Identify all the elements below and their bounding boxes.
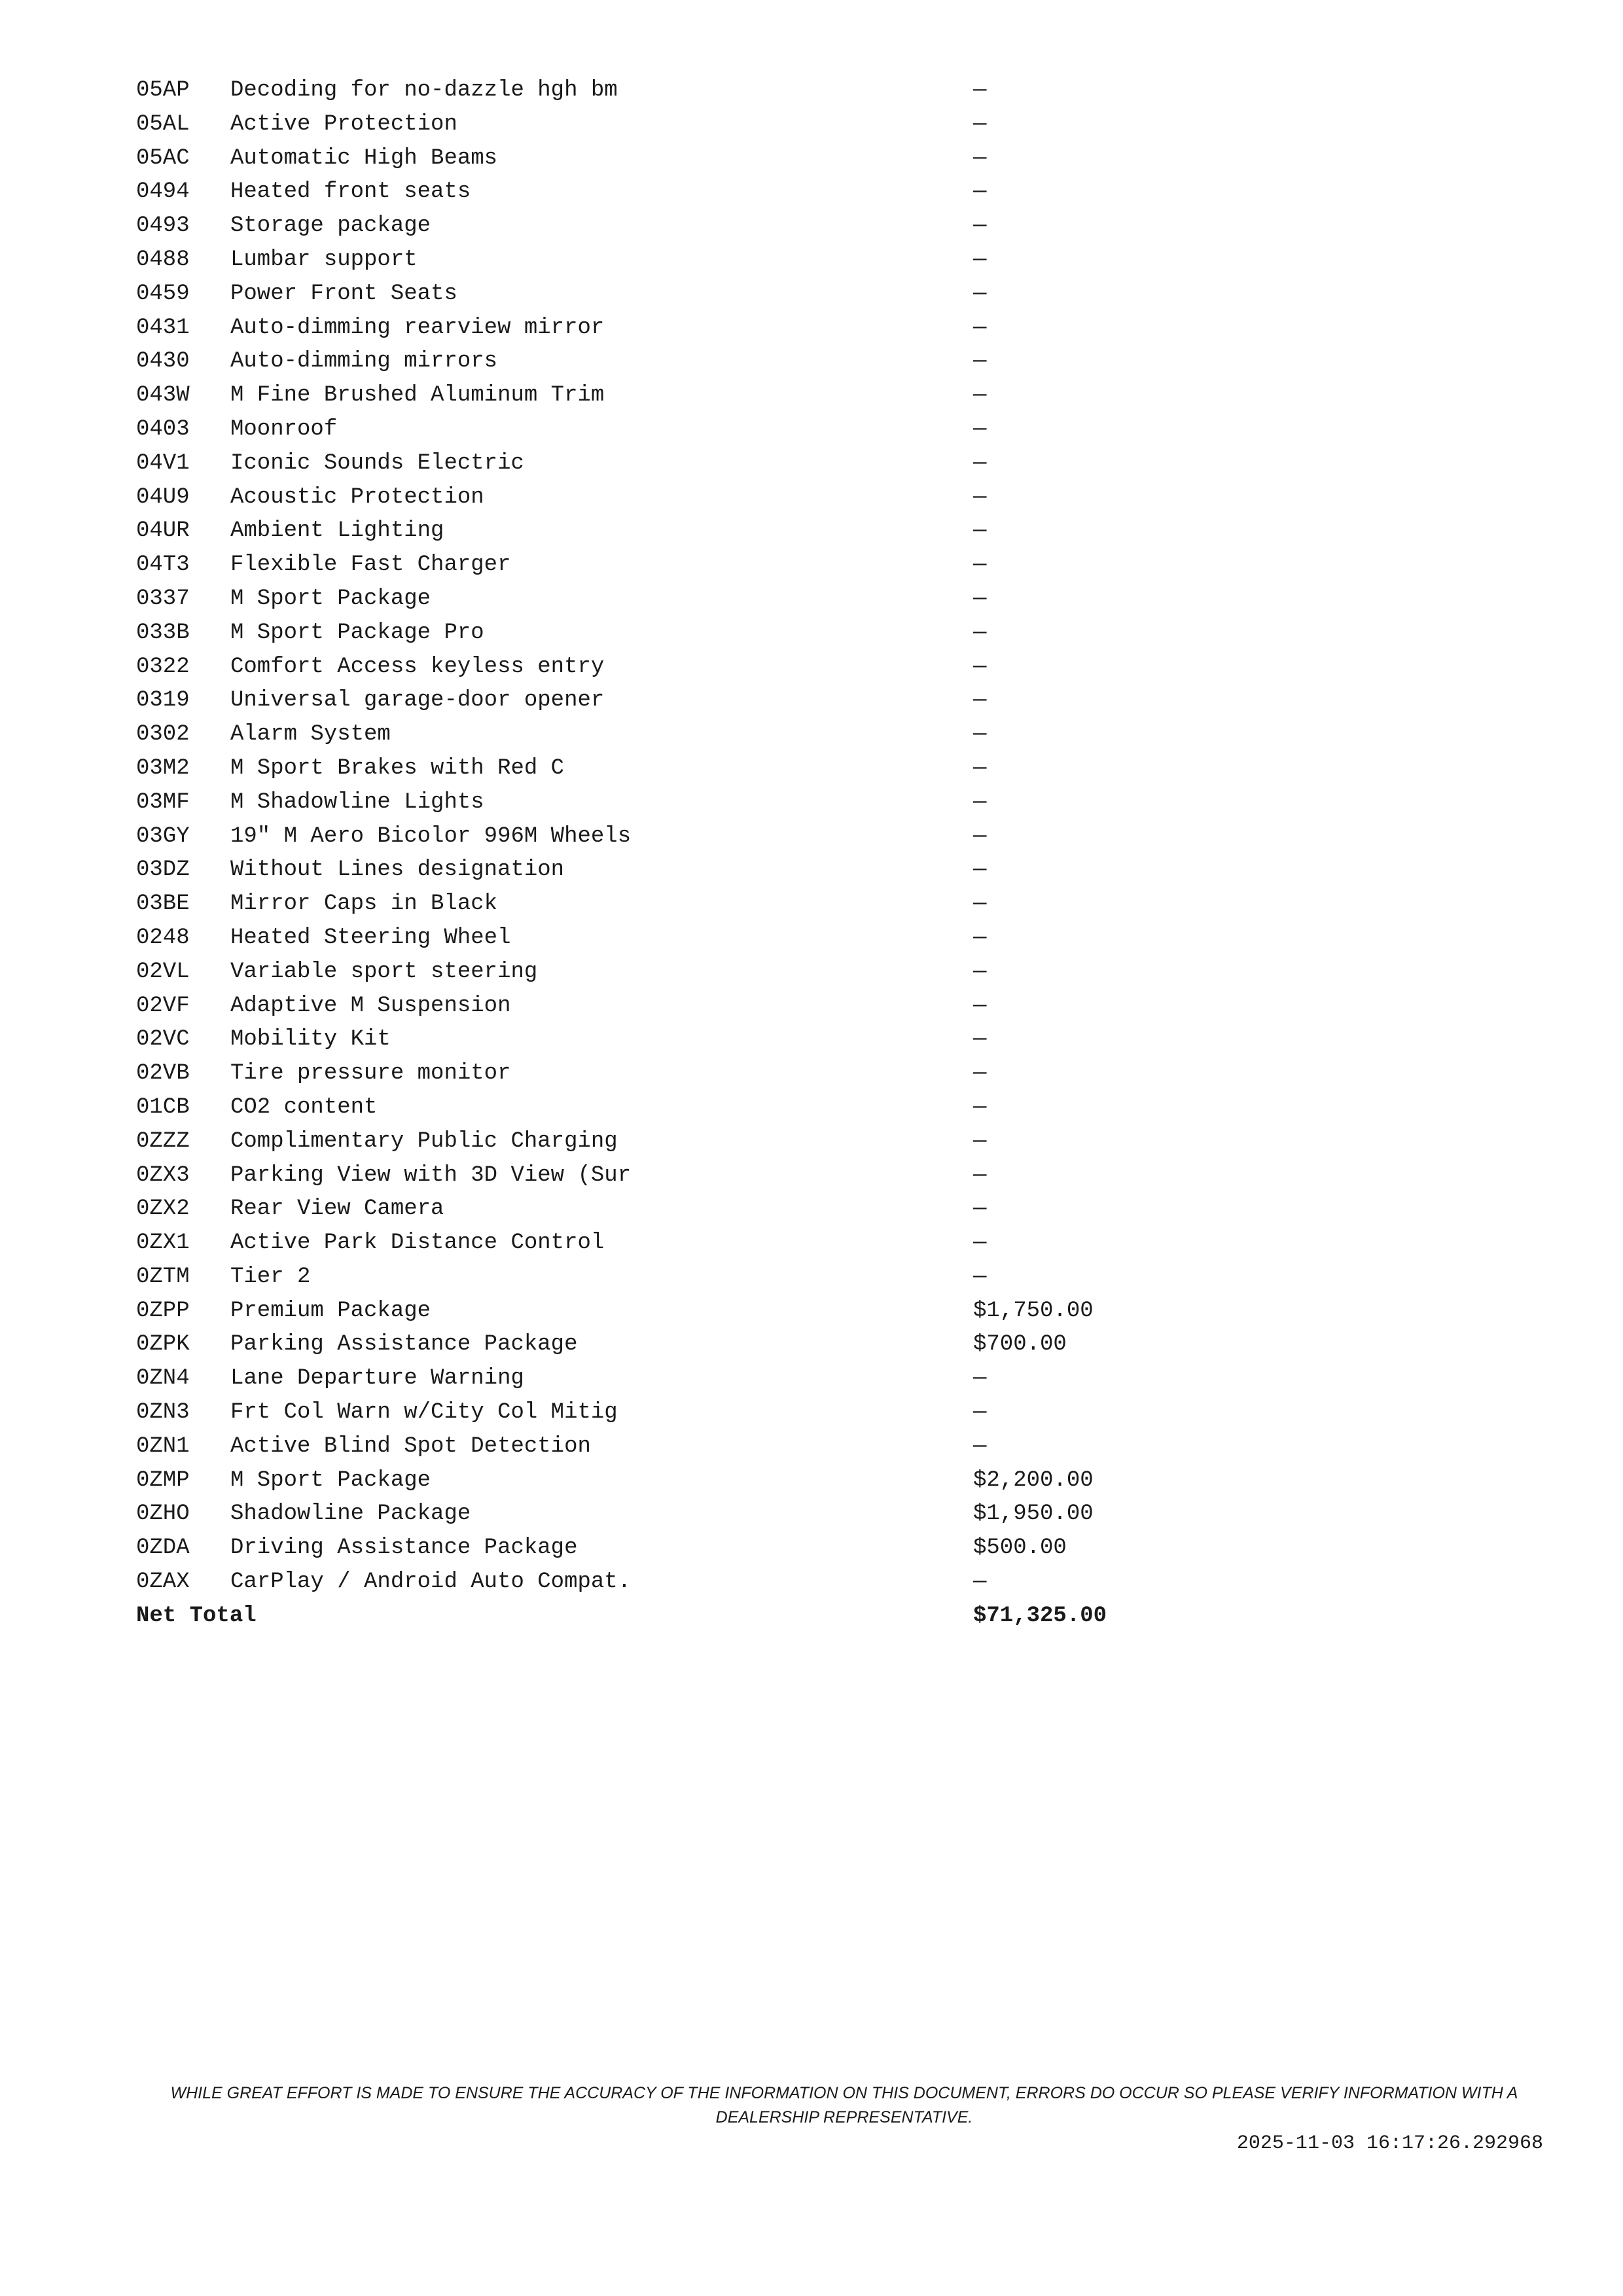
option-row — [136, 617, 1183, 651]
option-row — [136, 447, 1183, 481]
timestamp: 2025-11-03 16:17:26.292968 — [1236, 2132, 1543, 2155]
option-price: — — [973, 620, 987, 645]
option-price: — — [973, 247, 987, 272]
option-row — [136, 379, 1183, 413]
option-row — [136, 1295, 1183, 1329]
option-price: — — [973, 416, 987, 442]
option-row — [136, 1498, 1183, 1532]
option-price: — — [973, 111, 987, 137]
option-row — [136, 922, 1183, 956]
option-description: Flexible Fast Charger — [230, 552, 511, 578]
option-description: 19" M Aero Bicolor 996M Wheels — [230, 823, 632, 849]
total-section — [136, 1600, 1183, 1634]
option-code: 03MF — [136, 789, 190, 815]
option-description: Mirror Caps in Black — [230, 891, 498, 917]
option-row — [136, 651, 1183, 685]
option-description: Shadowline Package — [230, 1501, 471, 1527]
option-price: — — [973, 959, 987, 984]
option-price: — — [973, 1027, 987, 1052]
option-description: M Shadowline Lights — [230, 789, 484, 815]
option-description: Lane Departure Warning — [230, 1366, 524, 1391]
option-row — [136, 312, 1183, 346]
option-code: 04T3 — [136, 552, 190, 578]
option-description: Lumbar support — [230, 247, 418, 272]
option-description: Comfort Access keyless entry — [230, 654, 605, 679]
option-code: 0ZTM — [136, 1264, 190, 1289]
option-description: Moonroof — [230, 416, 338, 442]
option-code: 02VL — [136, 959, 190, 984]
option-code: 0322 — [136, 654, 190, 679]
option-row — [136, 1328, 1183, 1362]
option-description: Adaptive M Suspension — [230, 993, 511, 1018]
option-row — [136, 888, 1183, 922]
option-code: 0ZX3 — [136, 1162, 190, 1188]
option-description: Rear View Camera — [230, 1196, 444, 1222]
option-description: Tier 2 — [230, 1264, 311, 1289]
option-price: — — [973, 586, 987, 611]
option-description: Iconic Sounds Electric — [230, 450, 524, 476]
option-price: — — [973, 823, 987, 849]
disclaimer-text: WHILE GREAT EFFORT IS MADE TO ENSURE THE ACCURACY OF THE INFORMATION ON THIS DOCUMENT, ERRORS DO OCCUR SO PLEASE VERIFY INFORMATION WITH A DEALERSHIP REPRESENTATIVE. — [170, 2084, 1518, 2126]
option-price: — — [973, 315, 987, 340]
option-code: 0337 — [136, 586, 190, 611]
net-total-row — [136, 1600, 1183, 1634]
option-code: 0ZAX — [136, 1570, 190, 1595]
option-row — [136, 345, 1183, 379]
options-table — [136, 74, 1183, 1634]
option-price: — — [973, 78, 987, 103]
option-price: — — [973, 552, 987, 578]
option-row — [136, 853, 1183, 888]
option-code: 02VC — [136, 1027, 190, 1052]
option-row — [136, 1566, 1183, 1600]
option-price: — — [973, 1162, 987, 1188]
option-price: — — [973, 722, 987, 747]
option-code: 0ZMP — [136, 1467, 190, 1493]
option-code: 0488 — [136, 247, 190, 272]
option-code: 04UR — [136, 518, 190, 544]
option-row — [136, 1023, 1183, 1057]
option-code: 033B — [136, 620, 190, 645]
option-price: — — [973, 145, 987, 171]
option-row — [136, 209, 1183, 243]
option-code: 03BE — [136, 891, 190, 917]
option-row — [136, 1159, 1183, 1193]
net-total-label: Net Total — [136, 1603, 257, 1628]
option-row — [136, 718, 1183, 752]
options-table-body — [136, 74, 1183, 1600]
option-price: — — [973, 925, 987, 950]
option-description: Power Front Seats — [230, 281, 457, 306]
option-code: 0319 — [136, 688, 190, 713]
option-code: 0ZX2 — [136, 1196, 190, 1222]
option-row — [136, 583, 1183, 617]
option-code: 0ZPP — [136, 1298, 190, 1323]
option-row — [136, 956, 1183, 990]
option-description: Active Blind Spot Detection — [230, 1433, 591, 1459]
option-code: 0493 — [136, 213, 190, 239]
option-row — [136, 1193, 1183, 1227]
option-code: 0494 — [136, 179, 190, 205]
option-row — [136, 786, 1183, 820]
option-price: — — [973, 688, 987, 713]
option-price: — — [973, 1264, 987, 1289]
option-row — [136, 548, 1183, 583]
option-price: — — [973, 213, 987, 239]
net-total-value: $71,325.00 — [973, 1603, 1107, 1628]
option-row — [136, 481, 1183, 515]
option-description: M Sport Package — [230, 586, 431, 611]
option-description: Premium Package — [230, 1298, 431, 1323]
option-description: Decoding for no-dazzle hgh bm — [230, 78, 618, 103]
option-row — [136, 175, 1183, 209]
option-row — [136, 1362, 1183, 1396]
option-price: — — [973, 755, 987, 781]
option-price: $2,200.00 — [973, 1467, 1094, 1493]
option-code: 043W — [136, 383, 190, 408]
option-row — [136, 1125, 1183, 1159]
option-code: 03GY — [136, 823, 190, 849]
option-code: 0ZN4 — [136, 1366, 190, 1391]
option-price: — — [973, 349, 987, 374]
option-price: — — [973, 1433, 987, 1459]
option-description: Parking View with 3D View (Sur — [230, 1162, 632, 1188]
option-price: — — [973, 1094, 987, 1120]
option-price: — — [973, 179, 987, 205]
option-row — [136, 1091, 1183, 1125]
option-description: Mobility Kit — [230, 1027, 391, 1052]
option-price: — — [973, 857, 987, 883]
option-description: M Fine Brushed Aluminum Trim — [230, 383, 605, 408]
option-row — [136, 413, 1183, 447]
option-description: Ambient Lighting — [230, 518, 444, 544]
option-description: Without Lines designation — [230, 857, 565, 883]
option-price: — — [973, 518, 987, 544]
option-description: Driving Assistance Package — [230, 1535, 578, 1561]
option-code: 02VB — [136, 1061, 190, 1086]
option-description: Active Protection — [230, 111, 457, 137]
option-description: Frt Col Warn w/City Col Mitig — [230, 1400, 618, 1426]
option-description: Tire pressure monitor — [230, 1061, 511, 1086]
option-row — [136, 278, 1183, 312]
option-code: 04U9 — [136, 484, 190, 510]
option-code: 05AL — [136, 111, 190, 137]
option-price: — — [973, 383, 987, 408]
option-price: — — [973, 1570, 987, 1595]
option-code: 0ZX1 — [136, 1230, 190, 1256]
option-description: CarPlay / Android Auto Compat. — [230, 1570, 632, 1595]
option-price: — — [973, 891, 987, 917]
option-code: 0403 — [136, 416, 190, 442]
option-code: 02VF — [136, 993, 190, 1018]
option-description: Heated front seats — [230, 179, 471, 205]
option-code: 0ZDA — [136, 1535, 190, 1561]
option-description: M Sport Package — [230, 1467, 431, 1493]
option-price: — — [973, 789, 987, 815]
option-code: 03DZ — [136, 857, 190, 883]
option-row — [136, 142, 1183, 176]
option-code: 01CB — [136, 1094, 190, 1120]
option-row — [136, 820, 1183, 854]
option-code: 0ZN1 — [136, 1433, 190, 1459]
option-row — [136, 1396, 1183, 1430]
option-description: Storage package — [230, 213, 431, 239]
option-description: Automatic High Beams — [230, 145, 498, 171]
option-price: — — [973, 281, 987, 306]
option-description: Auto-dimming mirrors — [230, 349, 498, 374]
option-description: Alarm System — [230, 722, 391, 747]
option-price: — — [973, 1400, 987, 1426]
option-row — [136, 1430, 1183, 1464]
option-row — [136, 1227, 1183, 1261]
option-description: Universal garage-door opener — [230, 688, 605, 713]
option-price: — — [973, 1061, 987, 1086]
option-row — [136, 752, 1183, 786]
option-price: — — [973, 1366, 987, 1391]
option-row — [136, 1261, 1183, 1295]
option-description: M Sport Brakes with Red C — [230, 755, 565, 781]
option-row — [136, 108, 1183, 142]
option-row — [136, 684, 1183, 718]
option-code: 0302 — [136, 722, 190, 747]
option-row — [136, 990, 1183, 1024]
option-row — [136, 1057, 1183, 1091]
option-code: 0248 — [136, 925, 190, 950]
option-code: 0ZN3 — [136, 1400, 190, 1426]
option-row — [136, 1464, 1183, 1498]
option-code: 0430 — [136, 349, 190, 374]
option-price: $700.00 — [973, 1332, 1067, 1357]
option-row — [136, 243, 1183, 278]
option-row — [136, 514, 1183, 548]
option-code: 0ZZZ — [136, 1128, 190, 1154]
option-price: — — [973, 654, 987, 679]
option-price: — — [973, 484, 987, 510]
option-description: Variable sport steering — [230, 959, 538, 984]
option-code: 0431 — [136, 315, 190, 340]
option-row — [136, 74, 1183, 108]
option-description: Active Park Distance Control — [230, 1230, 605, 1256]
option-code: 0ZHO — [136, 1501, 190, 1527]
option-code: 04V1 — [136, 450, 190, 476]
option-price: — — [973, 450, 987, 476]
option-code: 05AC — [136, 145, 190, 171]
option-description: Heated Steering Wheel — [230, 925, 511, 950]
option-description: CO2 content — [230, 1094, 378, 1120]
option-price: $500.00 — [973, 1535, 1067, 1561]
option-description: M Sport Package Pro — [230, 620, 484, 645]
option-price: — — [973, 1196, 987, 1222]
option-code: 0ZPK — [136, 1332, 190, 1357]
option-row — [136, 1532, 1183, 1566]
option-description: Complimentary Public Charging — [230, 1128, 618, 1154]
option-code: 05AP — [136, 78, 190, 103]
option-price: $1,950.00 — [973, 1501, 1094, 1527]
option-description: Parking Assistance Package — [230, 1332, 578, 1357]
option-description: Acoustic Protection — [230, 484, 484, 510]
option-description: Auto-dimming rearview mirror — [230, 315, 605, 340]
option-price: — — [973, 1128, 987, 1154]
option-price: — — [973, 1230, 987, 1256]
option-code: 0459 — [136, 281, 190, 306]
option-price: $1,750.00 — [973, 1298, 1094, 1323]
option-price: — — [973, 993, 987, 1018]
option-code: 03M2 — [136, 755, 190, 781]
